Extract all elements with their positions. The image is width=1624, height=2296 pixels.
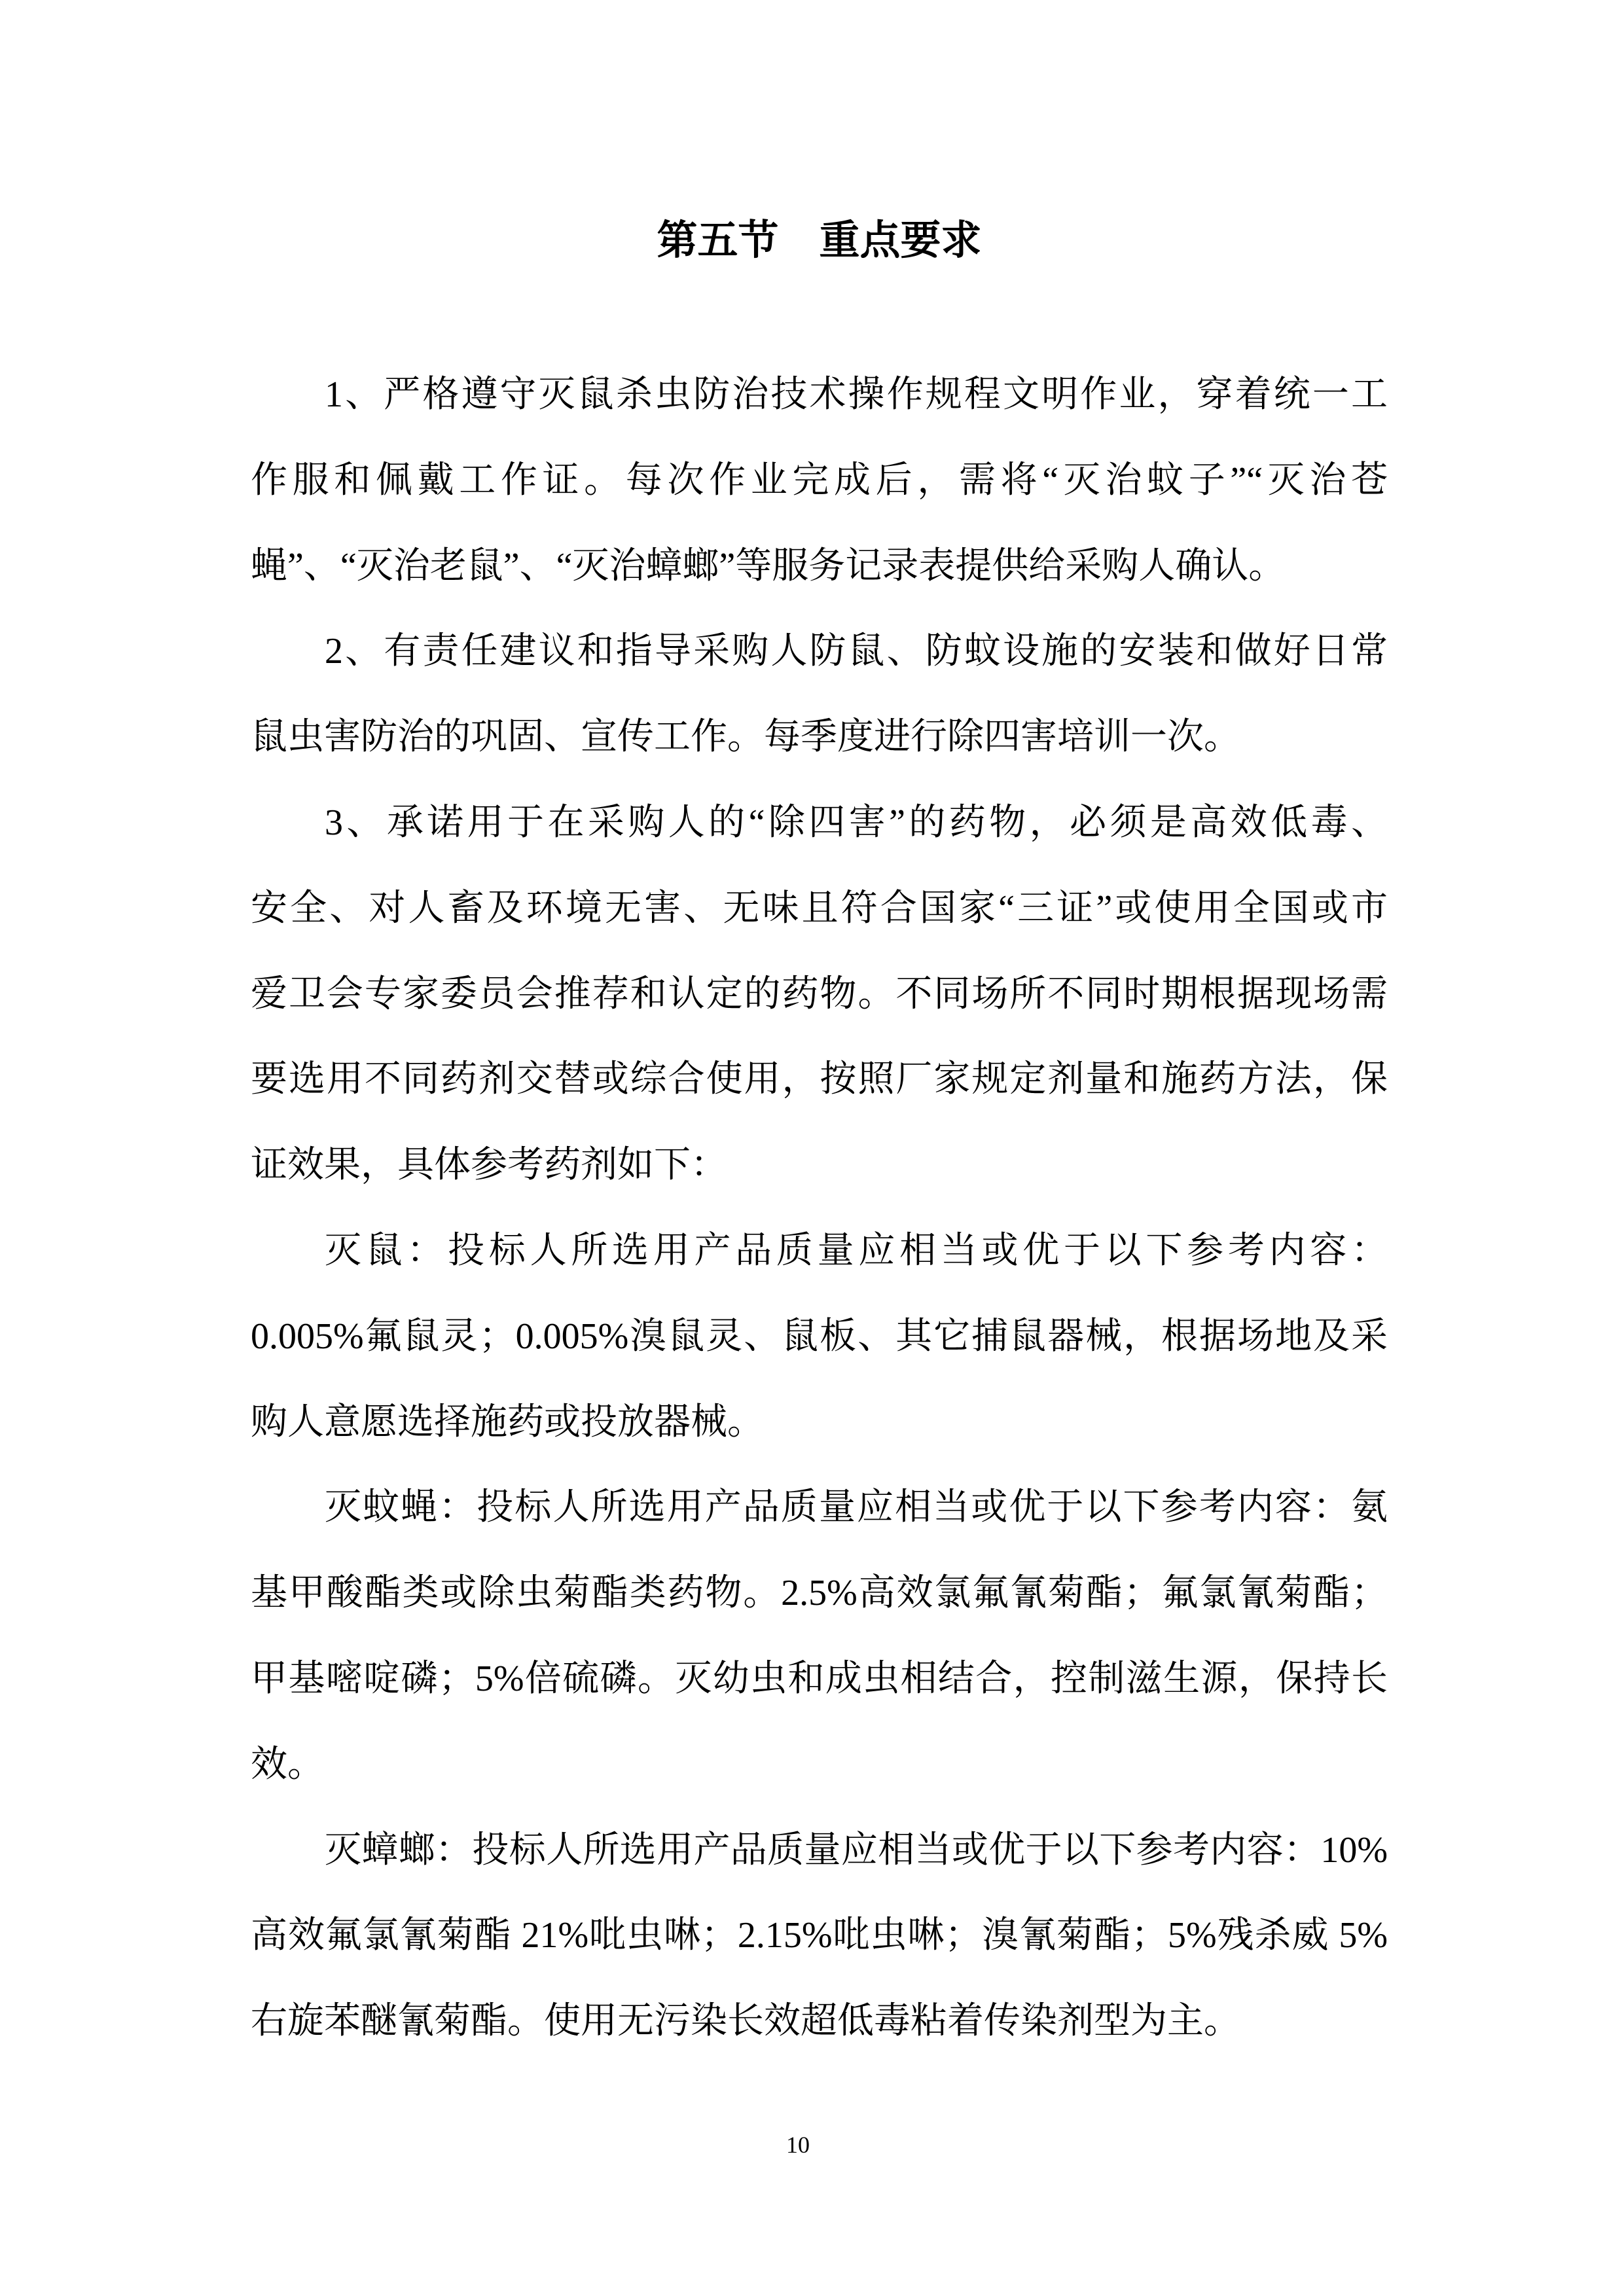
paragraph-guidance-training xyxy=(251,609,1388,780)
text-line: 灭蚊蝇：投标人所选用产品质量应相当或优于以下参考内容：氨 xyxy=(325,1487,1388,1528)
paragraph-pesticide-commitment xyxy=(251,780,1388,1208)
text-line: 3、承诺用于在采购人的“除四害”的药物，必须是高效低毒、 xyxy=(325,802,1388,843)
text-line: 右旋苯醚氰菊酯。使用无污染长效超低毒粘着传染剂型为主。 xyxy=(251,2001,1240,2042)
text-line: 1、严格遵守灭鼠杀虫防治技术操作规程文明作业，穿着统一工 xyxy=(325,374,1388,415)
text-line: 作服和佩戴工作证。每次作业完成后，需将“灭治蚊子”“灭治苍 xyxy=(251,459,1388,501)
text-line: 效。 xyxy=(251,1744,324,1785)
document-body xyxy=(251,352,1388,2064)
paragraph-work-standards xyxy=(251,352,1388,609)
paragraph-mosquito-fly-control xyxy=(251,1465,1388,1807)
text-line: 灭鼠：投标人所选用产品质量应相当或优于以下参考内容： xyxy=(325,1230,1388,1271)
text-line: 安全、对人畜及环境无害、无味且符合国家“三证”或使用全国或市 xyxy=(251,888,1388,929)
paragraph-cockroach-control xyxy=(251,1808,1388,2064)
paragraph-rodent-control xyxy=(251,1208,1388,1465)
text-line: 要选用不同药剂交替或综合使用，按照厂家规定剂量和施药方法，保 xyxy=(251,1059,1388,1100)
text-line: 高效氟氯氰菊酯 21%吡虫啉；2.15%吡虫啉；溴氰菊酯；5%残杀威 5% xyxy=(251,1915,1388,1956)
text-line: 爱卫会专家委员会推荐和认定的药物。不同场所不同时期根据现场需 xyxy=(251,973,1388,1014)
text-line: 蝇”、“灭治老鼠”、“灭治蟑螂”等服务记录表提供给采购人确认。 xyxy=(251,545,1286,586)
text-line: 证效果，具体参考药剂如下： xyxy=(251,1145,727,1186)
text-line: 灭蟑螂：投标人所选用产品质量应相当或优于以下参考内容：10% xyxy=(325,1829,1388,1871)
text-line: 基甲酸酯类或除虫菊酯类药物。2.5%高效氯氟氰菊酯；氟氯氰菊酯； xyxy=(251,1573,1388,1614)
text-line: 甲基嘧啶磷；5%倍硫磷。灭幼虫和成虫相结合，控制滋生源，保持长 xyxy=(251,1658,1388,1699)
text-line: 鼠虫害防治的巩固、宣传工作。每季度进行除四害培训一次。 xyxy=(251,717,1240,758)
text-line: 2、有责任建议和指导采购人防鼠、防蚊设施的安装和做好日常 xyxy=(325,631,1388,672)
page-number: 10 xyxy=(786,2132,810,2158)
text-line: 购人意愿选择施药或投放器械。 xyxy=(251,1401,764,1443)
section-title: 第五节 重点要求 xyxy=(657,219,982,263)
text-line: 0.005%氟鼠灵；0.005%溴鼠灵、鼠板、其它捕鼠器械，根据场地及采 xyxy=(251,1316,1388,1357)
